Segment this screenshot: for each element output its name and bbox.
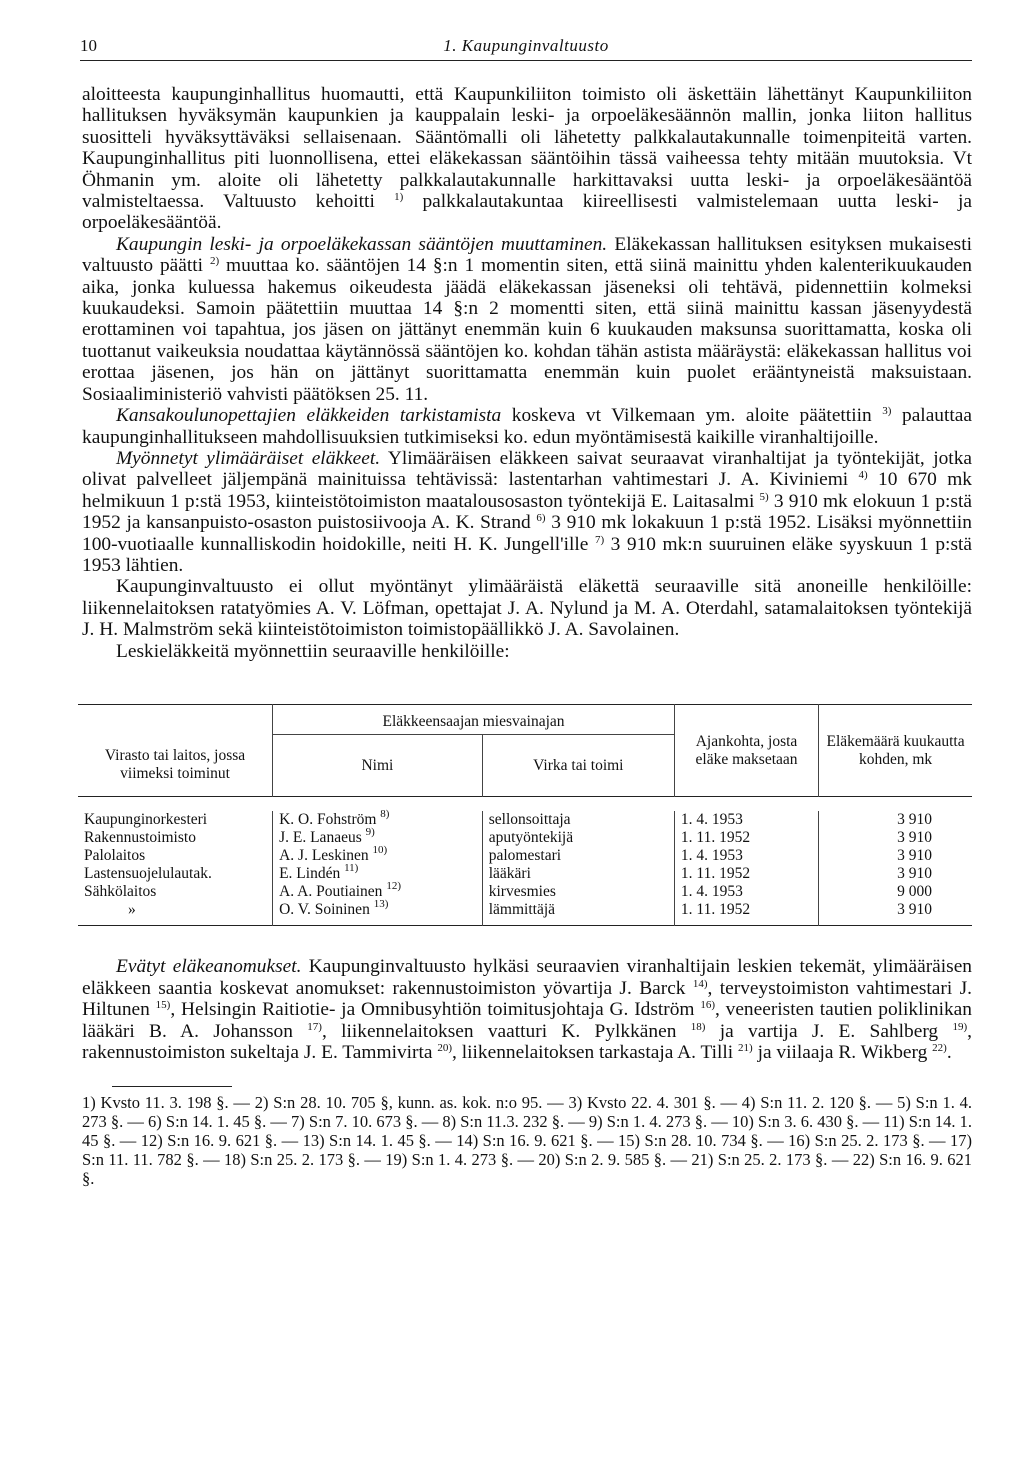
pension-table bbox=[78, 704, 972, 927]
section-heading: Evätyt eläkeanomukset. bbox=[116, 956, 302, 978]
paragraph-6: Leskieläkkeitä myönnettiin seuraaville henkilöille: bbox=[116, 640, 510, 662]
header-name: Nimi bbox=[273, 734, 483, 797]
section-heading: Myönnetyt ylimääräiset eläkkeet. bbox=[116, 447, 381, 469]
footnote-ref: 5) bbox=[759, 490, 769, 503]
table-row: Kaupunginorkesteri K. O. Fohström $^{8)}$ sellonsoittaja 1. 4. 1953 3 910 bbox=[78, 811, 972, 829]
footnote-ref: 1) bbox=[394, 191, 404, 204]
footnote-ref: 2) bbox=[209, 255, 220, 268]
header-date: Ajankohta, josta eläke maksetaan bbox=[674, 704, 818, 797]
footnote-ref: 7) bbox=[594, 533, 605, 546]
table-row: Rakennustoimisto J. E. Lanaeus $^{9)}$ aputyöntekijä 1. 11. 1952 3 910 bbox=[78, 829, 972, 847]
footnote-divider bbox=[112, 1086, 232, 1087]
body-text bbox=[82, 84, 972, 1188]
table-row: » O. V. Soininen $^{13)}$ lämmittäjä 1. 11. 1952 3 910 bbox=[78, 901, 972, 926]
paragraph-2: Kaupungin leski- ja orpoeläkekassan sääntöjen muuttaminen. Eläkekassan hallituksen esityksen mukaisesti valtuusto päätti $^{2)}$ muuttaa ko. sääntöjen 14 §:n 1 momentin siten, että siinä mainittu yhden kalenterikuukauden aika, jonka kuluessa hakemus oikeudesta jäädä eläkekassan jäseneksi oli tehtävä, pidennettiin kolmeksi kuukaudeksi. Samoin päätettiin muuttaa 14 §:n 2 momentti siten, että siinä mainittu kassan jäsenyydestä erottaminen voi tapahtua, jos jäsen on jättänyt enemmän kuin 6 kuukauden maksunsa suorittamatta, koska oli tuottanut vaikeuksia noudattaa käytännössä sääntöjen ko. kohdan tähän astista määräystä: eläkekassan hallitus voi erottaa jäsenen, jos hän on jättänyt suorittamatta enemmän kuin puolet erääntyneistä maksuistaan. Sosiaaliministeriö vahvisti päätöksen 25. 11. bbox=[82, 233, 972, 405]
page-number: 10 bbox=[80, 36, 97, 55]
header-group: Eläkkeensaajan miesvainajan bbox=[273, 704, 675, 734]
header-office: Virasto tai laitos, jossa viimeksi toiminut bbox=[104, 747, 246, 783]
section-heading: Kansakoulunopettajien eläkkeiden tarkistamista bbox=[116, 405, 502, 427]
header-amount: Eläkemäärä kuukautta kohden, mk bbox=[819, 704, 972, 797]
running-head: 1. Kaupunginvaltuusto bbox=[443, 36, 609, 55]
header-post: Virka tai toimi bbox=[482, 734, 674, 797]
footnote-ref: 6) bbox=[536, 512, 546, 525]
section-heading: Kaupungin leski- ja orpoeläkekassan sääntöjen muuttaminen. bbox=[116, 233, 608, 255]
table-row: Palolaitos A. J. Leskinen $^{10)}$ palomestari 1. 4. 1953 3 910 bbox=[78, 847, 972, 865]
table-row: Lastensuojelulautak. E. Lindén $^{11)}$ lääkäri 1. 11. 1952 3 910 bbox=[78, 865, 972, 883]
paragraph-4: Myönnetyt ylimääräiset eläkkeet. Ylimääräisen eläkkeen saivat seuraavat viranhaltijat ja työntekijät, jotka olivat palvelleet jäljempänä mainituissa tehtävissä: lastentarhan vahtimestari J. A. Kiviniemi $^{4)}$ 10 670 mk helmikuun 1 p:stä 1953, kiinteistötoimiston maatalousosaston työntekijä E. Laitasalmi $^{5)}$ 3 910 mk elokuun 1 p:stä 1952 ja kansanpuisto-osaston puistosiivooja A. K. Strand $^{6)}$ 3 910 mk lokakuun 1 p:stä 1952. Lisäksi myönnettiin 100-vuotiaalle kunnalliskodin hoidokille, neiti H. K. Jungell'ille $^{7)}$ 3 910 mk:n suuruinen eläke syyskuun 1 p:stä 1953 lähtien. bbox=[82, 447, 972, 576]
footnotes: 1) Kvsto 11. 3. 198 §. — 2) S:n 28. 10. 705 §, kunn. as. kok. n:o 95. — 3) Kvsto 22. 4. 301 §. — 4) S:n 11. 2. 120 §. — 5) S:n 1. 4. 273 §. — 6) S:n 14. 1. 45 §. — 7) S:n 7. 10. 673 §. — 8) S:n 11.3. 232 §. — 9) S:n 1. 4. 273 §. — 10) S:n 3. 6. 430 §. — 11) S:n 14. 1. 45 §. — 12) S:n 16. 9. 621 §. — 13) S:n 14. 1. 45 §. — 14) S:n 16. 9. 621 §. — 15) S:n 28. 10. 734 §. — 16) S:n 25. 2. 173 §. — 17) S:n 11. 11. 782 §. — 18) S:n 25. 2. 173 §. — 19) S:n 1. 4. 273 §. — 20) S:n 2. 9. 585 §. — 21) S:n 25. 2. 173 §. — 22) S:n 16. 9. 621 §. bbox=[82, 1092, 972, 1188]
paragraph-7: Evätyt eläkeanomukset. Kaupunginvaltuusto hylkäsi seuraavien viranhaltijain leskien tekemät, ylimääräisen eläkkeen saantia koskevat anomukset: rakennustoimiston yövartija J. Barck $^{14)}$, terveystoimiston vahtimestari J. Hiltunen $^{15)}$, Helsingin Raitiotie- ja Omnibusyhtiön toimitusjohtaja G. Idström $^{16)}$, veneeristen tautien poliklinikan lääkäri B. A. Johansson $^{17)}$, liikennelaitoksen vaatturi K. Pylkkänen $^{18)}$ ja vartija J. E. Sahlberg $^{19)}$, rakennustoimiston sukeltaja J. E. Tammivirta $^{20)}$, liikennelaitoksen tarkastaja A. Tilli $^{21)}$ ja viilaaja R. Wikberg $^{22)}$. bbox=[82, 956, 972, 1064]
footnote-ref: 4) bbox=[858, 469, 868, 482]
paragraph-3: Kansakoulunopettajien eläkkeiden tarkistamista koskeva vt Vilkemaan ym. aloite päätettiin $^{3)}$ palauttaa kaupunginhallitukseen mahdollisuuksien tutkimiseksi ko. edun myöntämisestä kaikille viranhaltijoille. bbox=[82, 405, 972, 448]
table-row: Sähkölaitos A. A. Poutiainen $^{12)}$ kirvesmies 1. 4. 1953 9 000 bbox=[78, 883, 972, 901]
footnote-ref: 3) bbox=[882, 405, 892, 418]
page-header bbox=[80, 34, 972, 61]
paragraph-1: aloitteesta kaupunginhallitus huomautti, että Kaupunkiliiton toimisto oli äskettäin lähettänyt Kaupunkiliiton hallituksen hyväksymän kaupunkien ja kauppalain leski- ja orpoeläkesäännön mallin, jonka liiton hallitus suositteli hyväksyttäväksi sellaisenaan. Sääntömalli oli lähetetty palkkalautakunnalle toimenpiteitä varten. Kaupunginhallitus piti luonnollisena, ettei eläkekassan sääntöihin tässä vaiheessa tehty mitään muutoksia. Vt Öhmanin ym. aloite oli lähetetty palkkalautakunnalle harkittavaksi uutta leski- ja orpoeläkesääntöä valmisteltaessa. Valtuusto kehoitti $^{1)}$ palkkalautakuntaa kiireellisesti valmistelemaan uutta leski- ja orpoeläkesääntöä. bbox=[82, 84, 972, 234]
paragraph-5: Kaupunginvaltuusto ei ollut myöntänyt ylimääräistä eläkettä seuraaville sitä anoneille henkilöille: liikennelaitoksen ratatyömies A. V. Löfman, opettajat J. A. Nylund ja M. A. Oterdahl, satamalaitoksen työntekijä J. H. Malmström sekä kiinteistötoimiston toimistopäällikkö J. A. Savolainen. bbox=[82, 576, 972, 641]
